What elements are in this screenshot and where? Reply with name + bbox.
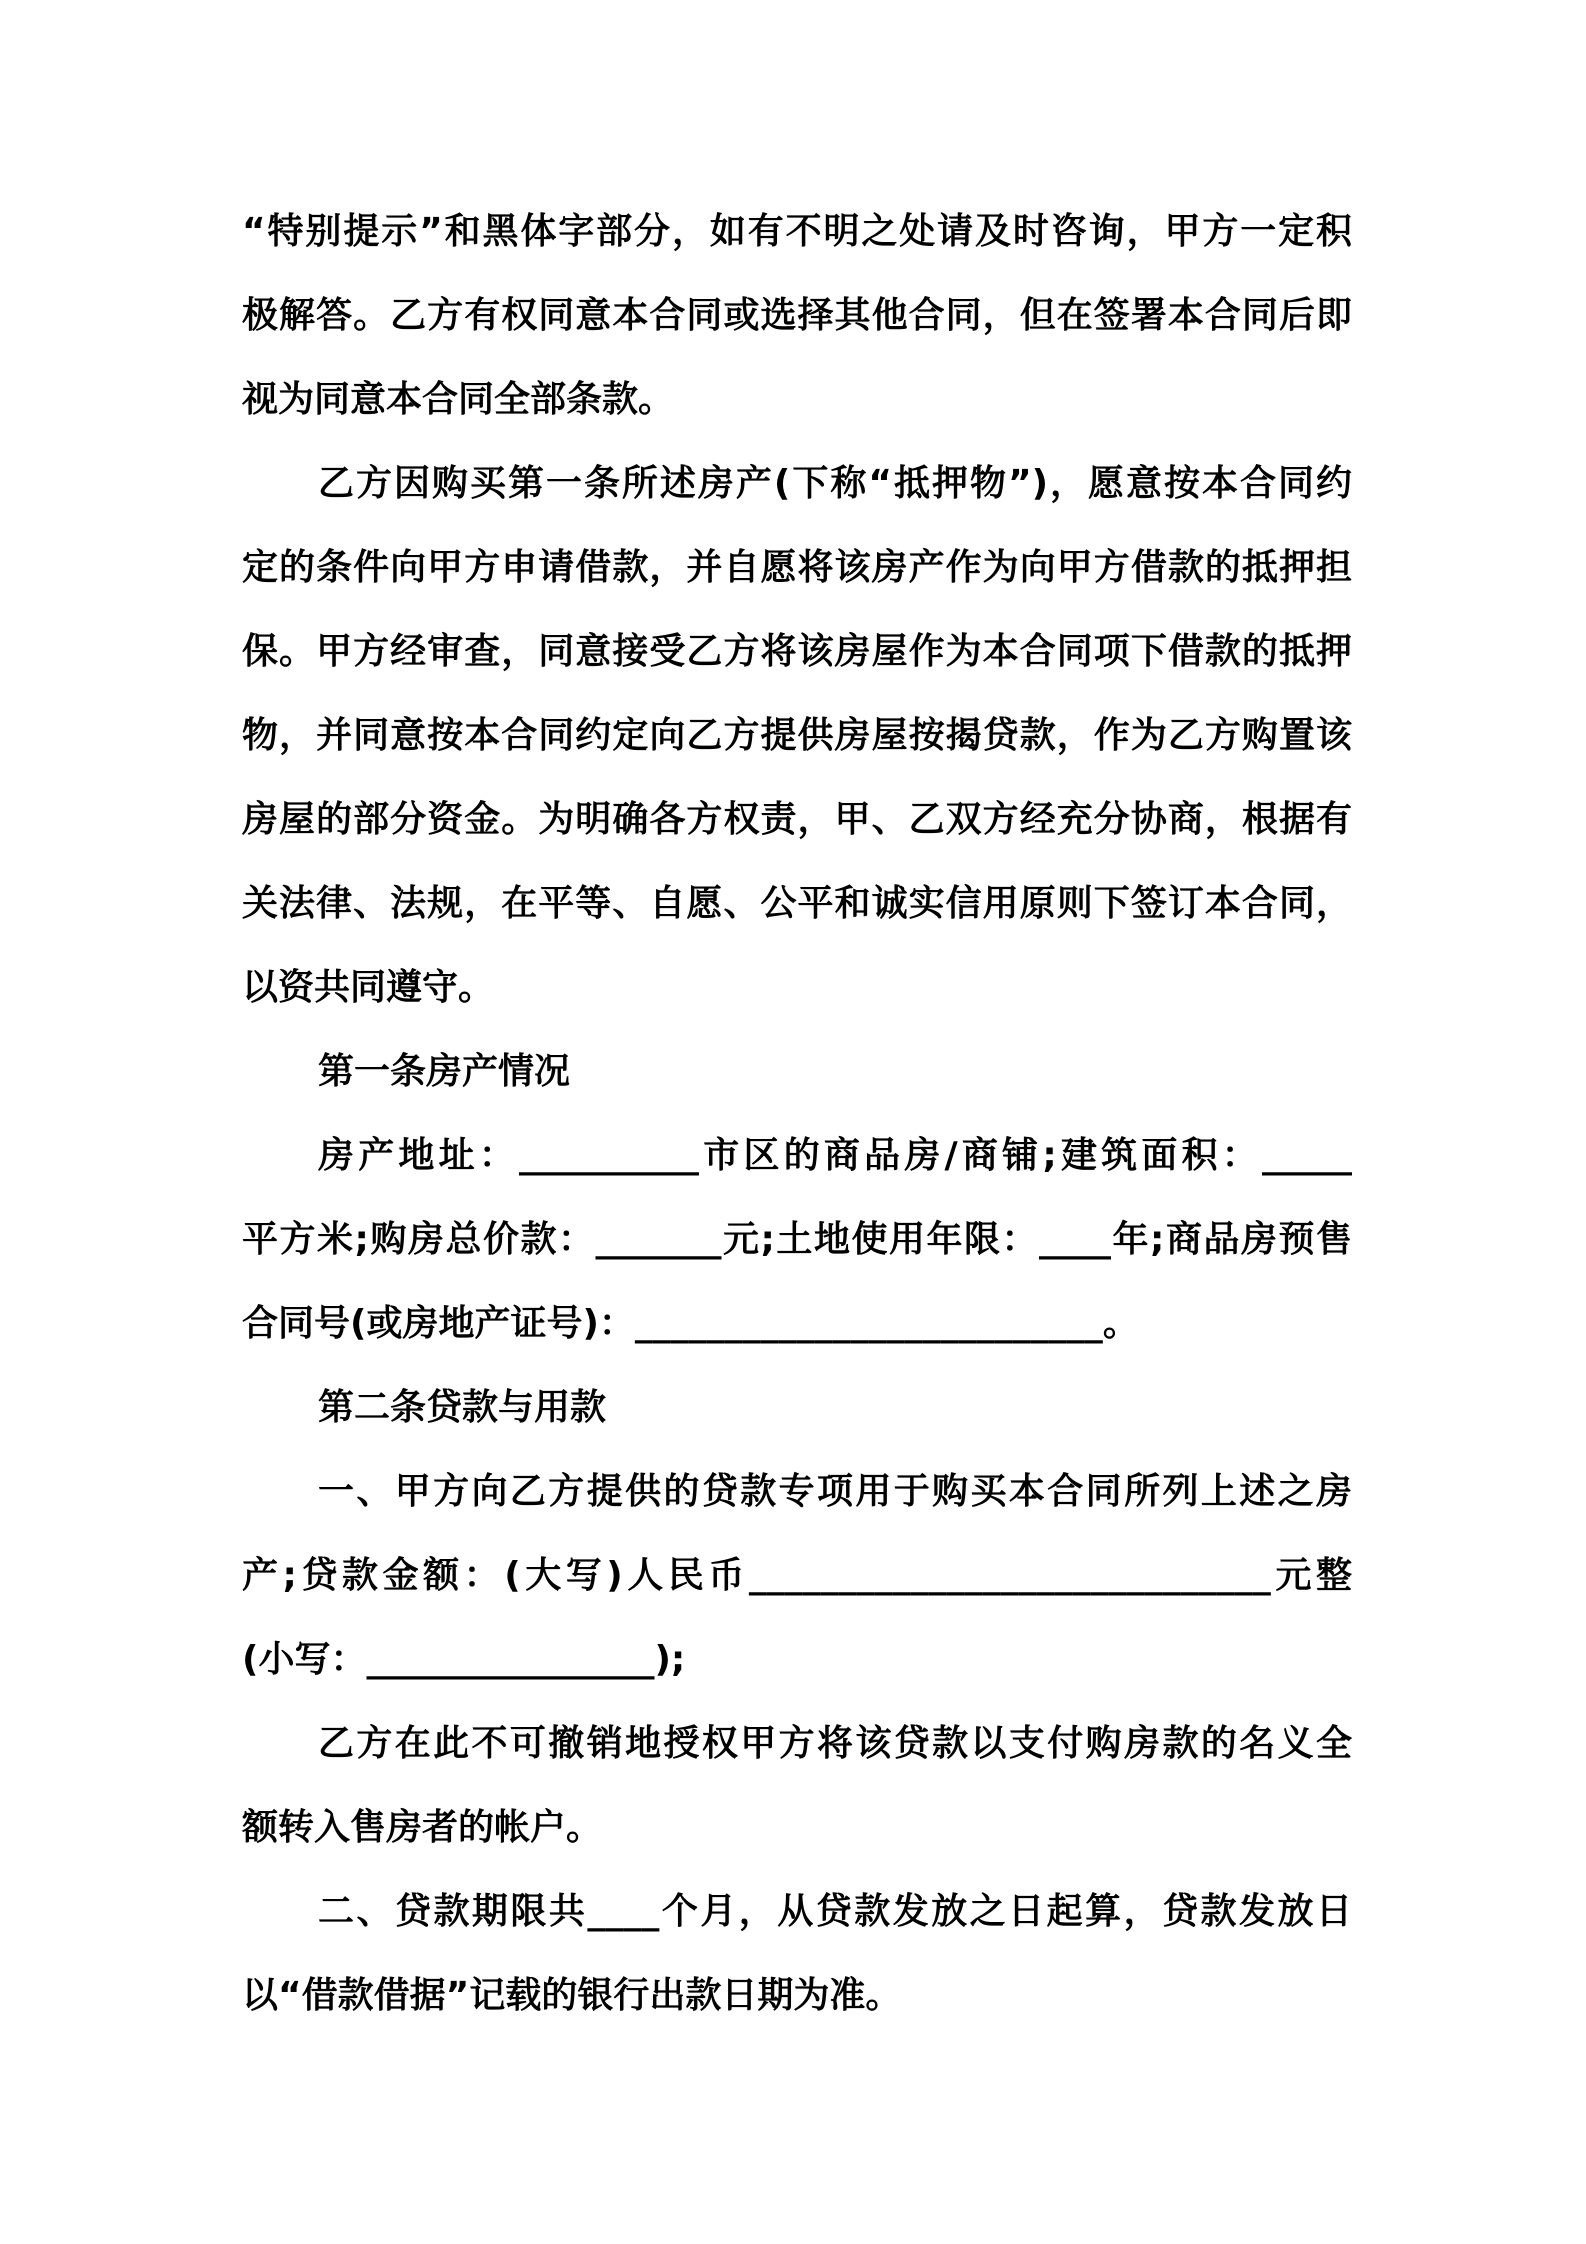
text-line: 房屋的部分资金。为明确各方权责，甲、乙双方经充分协商，根据有 <box>242 799 1352 840</box>
text-line: 二、贷款期限共____个月，从贷款发放之日起算，贷款发放日 <box>318 1891 1352 1932</box>
text-line: 乙方因购买第一条所述房产(下称“抵押物”)，愿意按本合同约 <box>318 463 1352 504</box>
text-line: 定的条件向甲方申请借款，并自愿将该房产作为向甲方借款的抵押担 <box>242 547 1352 588</box>
text-line: 平方米;购房总价款：_______元;土地使用年限：____年;商品房预售 <box>242 1219 1352 1260</box>
text-line: 房产地址：__________市区的商品房/商铺;建筑面积：_____ <box>318 1135 1352 1176</box>
text-line: 以“借款借据”记载的银行出款日期为准。 <box>242 1975 902 2016</box>
text-line: 关法律、法规，在平等、自愿、公平和诚实信用原则下签订本合同， <box>242 883 1352 924</box>
text-line: 以资共同遵守。 <box>242 967 495 1008</box>
text-line: 保。甲方经审查，同意接受乙方将该房屋作为本合同项下借款的抵押 <box>242 631 1352 672</box>
paragraph-special-notice <box>242 190 1352 442</box>
paragraph-authorization <box>242 1702 1352 1870</box>
document-page <box>242 190 1352 2038</box>
text-line: 极解答。乙方有权同意本合同或选择其他合同，但在签署本合同后即 <box>242 295 1352 336</box>
section-heading-2 <box>242 1366 1352 1450</box>
text-line: 产;贷款金额：(大写)人民币_____________________________元整 <box>242 1555 1352 1596</box>
text-line: 一、甲方向乙方提供的贷款专项用于购买本合同所列上述之房 <box>318 1471 1352 1512</box>
paragraph-loan-term <box>242 1870 1352 2038</box>
paragraph-loan-purpose <box>242 442 1352 1030</box>
text-line: 合同号(或房地产证号)：__________________________。 <box>242 1303 1139 1344</box>
text-line: (小写：________________); <box>242 1639 686 1680</box>
section-heading-1 <box>242 1030 1352 1114</box>
text-line: 乙方在此不可撤销地授权甲方将该贷款以支付购房款的名义全 <box>318 1723 1352 1764</box>
text-line: 第二条贷款与用款 <box>318 1387 607 1428</box>
text-line: 额转入售房者的帐户。 <box>242 1807 603 1848</box>
text-line: 物，并同意按本合同约定向乙方提供房屋按揭贷款，作为乙方购置该 <box>242 715 1352 756</box>
paragraph-property-details <box>242 1114 1352 1366</box>
text-line: “特别提示”和黑体字部分，如有不明之处请及时咨询，甲方一定积 <box>242 211 1352 252</box>
text-line: 视为同意本合同全部条款。 <box>242 379 675 420</box>
paragraph-loan-amount <box>242 1450 1352 1702</box>
text-line: 第一条房产情况 <box>318 1051 571 1092</box>
